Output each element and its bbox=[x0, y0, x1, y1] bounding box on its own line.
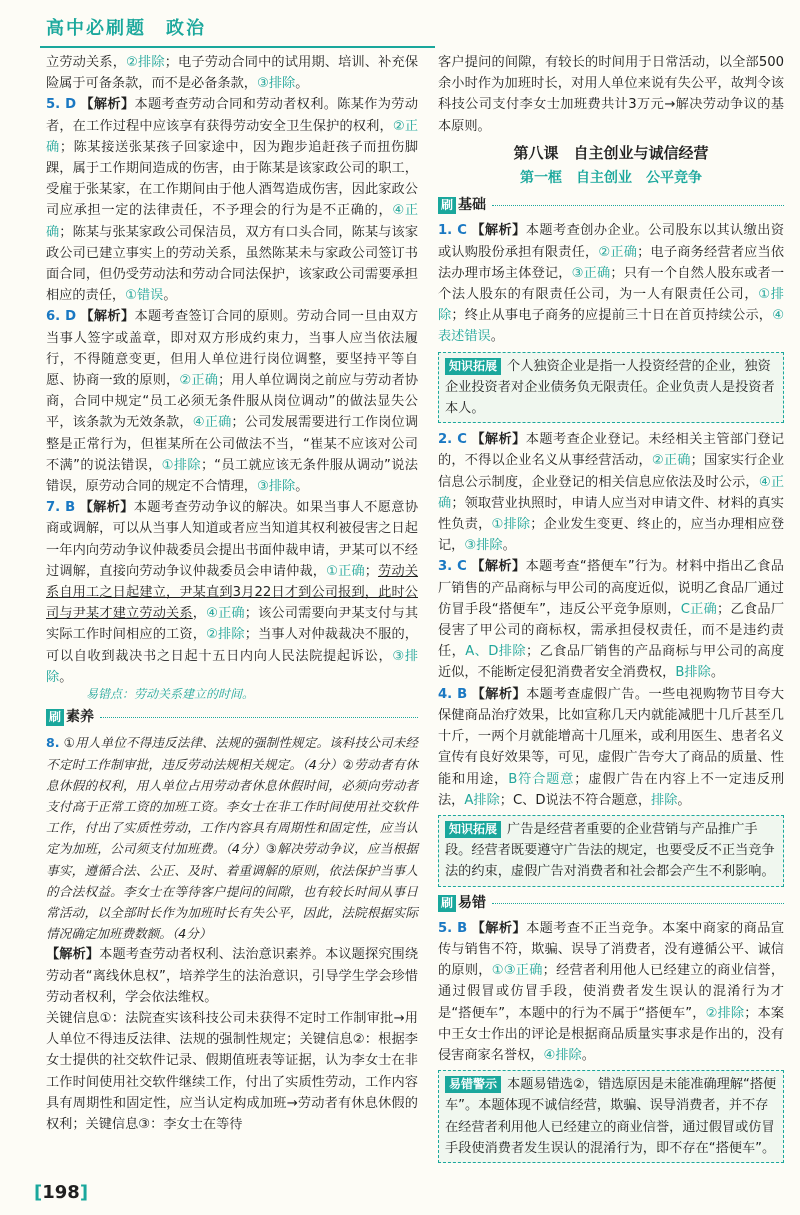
page-header bbox=[0, 0, 800, 52]
book-title: 高中必刷题 政治 bbox=[46, 18, 206, 39]
r-answer-1: 1. C 【解析】本题考查创办企业。公司股东以其认缴出资或认购股份承担有限责任，②正确；电子商务经营者应当依法办理市场主体登记，③正确；只有一个自然人股东或者一个法人股东的有限责任公司，为一人有限责任公司，①排除；终止从事电子商务的应提前三十日在首页持续公示，④表述错误。 bbox=[438, 223, 785, 345]
r-answer-2: 2. C 【解析】本题考查企业登记。未经相关主管部门登记的，不得以企业名义从事经营活动，②正确；国家实行企业信息公示制度，企业登记的相关信息应依法及时公示，④正确；领取营业执照时，申请人应当对申请文件、材料的真实性负责，①排除；企业发生变更、终止的，应当办理相应登记，③排除。 bbox=[438, 432, 785, 554]
section-suyang: 刷 素养 bbox=[46, 707, 418, 728]
answer-8-analysis: 【解析】本题考查劳动者权利、法治意识素养。本议题探究围绕劳动者“离线休息权”，培养学生的法治意识，引导学生学会珍惜劳动者权利，学会依法维权。 bbox=[46, 947, 419, 1005]
r-answer-3: 3. C 【解析】本题考查“搭便车”行为。材料中指出乙食品厂销售的产品商标与甲公司的高度近似，说明乙食品厂通过仿冒手段“搭便车”，违反公平竞争原则，C正确；乙食品厂侵害了甲公司的商标权，需承担侵权责任，而不是违约责任，A、D排除；乙食品厂销售的产品商标与甲公司的高度近似，不能断定侵犯消费者安全消费权，B排除。 bbox=[438, 559, 785, 681]
brush-icon: 刷 bbox=[438, 197, 456, 214]
answer-7: 7. B 【解析】本题考查劳动争议的解决。如果当事人不愿意协商或调解，可以从当事人知道或者应当知道其权利被侵害之日起一年内向劳动争议仲裁委员会提出书面仲裁申请，尹某可以不经过调解，直接向劳动争议仲裁委员会申请仲裁，①正确；劳动关系自用工之日起建立，尹某直到3月22日才到公司报到，此时公司与尹某才建立劳动关系，④正确；该公司需要向尹某支付与其实际工作时间相应的工资，②排除；当事人对仲裁裁决不服的，可以自收到裁决书之日起十五日内向人民法院提起诉讼，③排除。 bbox=[46, 500, 419, 685]
brush-icon: 刷 bbox=[438, 895, 456, 912]
frame-title: 第一框 自主创业 公平竞争 bbox=[520, 170, 702, 187]
handwritten-note: 易错点：劳动关系建立的时间。 bbox=[86, 687, 255, 702]
intro-paragraph: 立劳动关系，②排除；电子劳动合同中的试用期、培训、补充保险属于可备条款，而不是必备条款，③排除。 bbox=[46, 55, 419, 92]
right-column bbox=[438, 52, 784, 1169]
section-yicuo: 刷 易错 bbox=[438, 893, 784, 914]
page-number: [198] bbox=[34, 1182, 89, 1203]
answer-8-model: 8. ①用人单位不得违反法律、法规的强制性规定。该科技公司未经不定时工作制审批，违反劳动法规相关规定。（4分）②劳动者有休息休假的权利，用人单位占用劳动者休息休假时间，必须向劳动者支付高于正常工资的加班工资。李女士在非工作时间使用社交软件工作，付出了实质性劳动，工作内容具有周期性和固定性，应当认定为加班，公司须支付加班费。（4分）③解决劳动争议，应当根据事实，遵循合法、公正、及时、着重调解的原则，依法保护当事人的合法权益。李女士在等待客户提问的间隙，也有较长时间从事日常活动，以全部时长作为加班时长有失公平，因此，法院根据实际情况确定加班费数额。（4分） bbox=[46, 735, 418, 942]
answer-5: 5. D 【解析】本题考查劳动合同和劳动者权利。陈某作为劳动者，在工作过程中应该享有获得劳动安全卫生保护的权利，②正确；陈某接送张某孩子回家途中，因为跑步追赶孩子而扭伤脚踝，属于工作期间造成的伤害，由于陈某是该家政公司的职工，受雇于张某家，在工作期间由于他人酒驾造成伤害，因此家政公司应承担一定的法律责任，不予理会的行为是不正确的，④正确；陈某与张某家政公司保洁员，双方有口头合同，陈某与该家政公司已建立事实上的劳动关系，虽然陈某未与家政公司签订书面合同，但仍受劳动法和劳动合同法保护，该家政公司需要承担相应的责任，①错误。 bbox=[46, 97, 419, 304]
brush-icon: 刷 bbox=[46, 709, 64, 726]
section-jichu: 刷 基础 bbox=[438, 195, 784, 216]
answer-8-keyinfo: 关键信息①：法院查实该科技公司未获得不定时工作制审批→用人单位不得违反法律、法规的强制性规定；关键信息②：根据李女士提供的社交软件记录、假期值班表等证据，认为李女士在非工作时间使用社交软件继续工作，付出了实质性劳动，工作内容具有周期性和固定性，应当认定构成加班→劳动者有休息休假的权利；关键信息③：李女士在等待 bbox=[46, 1010, 418, 1132]
knowledge-box-2: 知识拓展 广告是经营者重要的企业营销与产品推广手段。经营者既要遵守广告法的规定，也要受反不正当竞争法的约束，虚假广告对消费者和社会都会产生不利影响。 bbox=[438, 815, 784, 887]
header-rule bbox=[40, 46, 435, 48]
continued-paragraph: 客户提问的间隙，有较长的时间用于日常活动，以全部500余小时作为加班时长，对用人单位来说有失公平，故判令该科技公司支付李女士加班费共计3万元→解决劳动争议的基本原则。 bbox=[438, 55, 784, 134]
r-answer-4: 4. B 【解析】本题考查虚假广告。一些电视购物节目夸大保健商品治疗效果，比如宣称几天内就能减肥十几斤甚至几十斤，一两个月就能增高十几厘米，或利用医生、患者名义宣传有良好效果等，可见，虚假广告夸大了商品的质量、性能和用途，B符合题意；虚假广告在内容上不一定违反刑法，A排除；C、D说法不符合题意，排除。 bbox=[438, 686, 785, 808]
knowledge-box-1: 知识拓展 个人独资企业是指一人投资经营的企业，独资企业投资者对企业债务负无限责任。企业负责人是投资者本人。 bbox=[438, 352, 784, 424]
answer-6: 6. D 【解析】本题考查签订合同的原则。劳动合同一旦由双方当事人签字或盖章，即对双方形成约束力，当事人应当依法履行，不得随意变更，但用人单位进行岗位调整，要坚持平等自愿、协商一致的原则，②正确；用人单位调岗之前应与劳动者协商，合同中规定“员工必须无条件服从岗位调动”的做法显失公平，该条款为无效条款，④正确；公司发展需要进行工作岗位调整是正常行为，但崔某所在公司做法不当，“崔某不应该对公司不满”的说法错误，①排除；“员工就应该无条件服从调动”说法错误，原劳动合同的规定不合情理，③排除。 bbox=[46, 309, 419, 495]
warning-box: 易错警示 本题易错选②，错选原因是未能准确理解“搭便车”。本题体现不诚信经营，欺骗、误导消费者，并不存在经营者利用他人已经建立的商业信誉，通过假冒或仿冒手段使消费者发生误认的混淆行为，即不存在“搭便车”。 bbox=[438, 1070, 784, 1163]
left-column bbox=[46, 52, 418, 1135]
r-answer-5: 5. B 【解析】本题考查不正当竞争。本案中商家的商品宣传与销售不符，欺骗、误导了消费者，没有遵循公平、诚信的原则，①③正确；经营者利用他人已经建立的商业信誉，通过假冒或仿冒手段，使消费者发生误认的混淆行为才是“搭便车”，本题中的行为不属于“搭便车”，②排除；本案中王女士作出的评论是根据商品质量实事求是作出的，没有侵害商家名誉权，④排除。 bbox=[438, 920, 785, 1063]
lesson-title: 第八课 自主创业与诚信经营 bbox=[513, 143, 709, 162]
